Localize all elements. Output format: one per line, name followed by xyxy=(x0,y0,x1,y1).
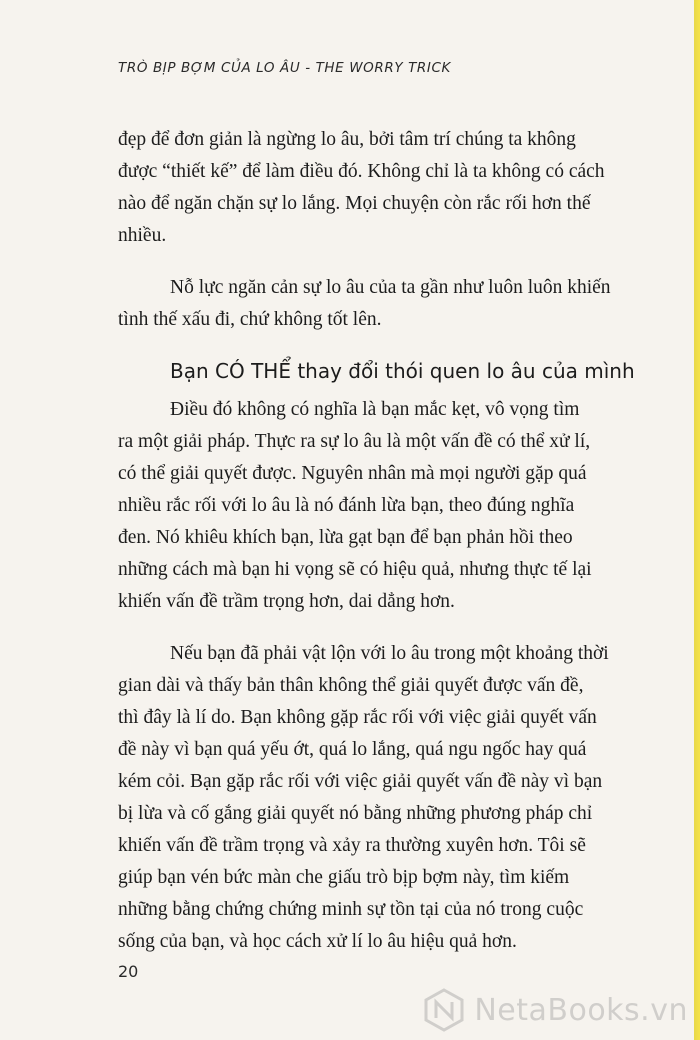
paragraph-4 xyxy=(118,638,656,958)
text-line: khiến vấn đề trầm trọng hơn, dai dẳng hơn. xyxy=(118,591,455,612)
text-line: giúp bạn vén bức màn che giấu trò bịp bợm này, tìm kiếm xyxy=(118,867,570,888)
text-line: ra một giải pháp. Thực ra sự lo âu là một vấn đề có thể xử lí, xyxy=(118,431,591,452)
text-line: nhiều. xyxy=(118,225,167,246)
text-line: Nếu bạn đã phải vật lộn với lo âu trong một khoảng thời xyxy=(170,643,609,664)
body-text xyxy=(118,124,656,958)
page-edge xyxy=(694,0,700,1040)
text-line: được “thiết kế” để làm điều đó. Không chỉ là ta không có cách xyxy=(118,161,605,182)
page-number: 20 xyxy=(118,962,139,981)
paragraph-2 xyxy=(118,272,656,336)
text-line: nhiều rắc rối với lo âu là nó đánh lừa bạn, theo đúng nghĩa xyxy=(118,495,575,516)
text-line: gian dài và thấy bản thân không thể giải quyết được vấn đề, xyxy=(118,675,584,696)
text-line: nào để ngăn chặn sự lo lắng. Mọi chuyện còn rắc rối hơn thế xyxy=(118,193,591,214)
text-line: những cách mà bạn hi vọng sẽ có hiệu quả, nhưng thực tế lại xyxy=(118,559,592,580)
watermark xyxy=(422,988,688,1032)
paragraph-1 xyxy=(118,124,656,252)
text-line: đẹp để đơn giản là ngừng lo âu, bởi tâm trí chúng ta không xyxy=(118,129,576,150)
text-line: những bằng chứng chứng minh sự tồn tại của nó trong cuộc xyxy=(118,899,584,920)
text-line: bị lừa và cố gắng giải quyết nó bằng những phương pháp chỉ xyxy=(118,803,593,824)
netabooks-logo-icon xyxy=(422,988,466,1032)
text-line: Điều đó không có nghĩa là bạn mắc kẹt, vô vọng tìm xyxy=(170,399,580,420)
paragraph-3 xyxy=(118,394,656,618)
text-line: kém cỏi. Bạn gặp rắc rối với việc giải quyết vấn đề này vì bạn xyxy=(118,771,603,792)
running-head: TRÒ BỊP BỢM CỦA LO ÂU - THE WORRY TRICK xyxy=(118,60,451,76)
text-line: đen. Nó khiêu khích bạn, lừa gạt bạn để bạn phản hồi theo xyxy=(118,527,573,548)
text-line: tình thế xấu đi, chứ không tốt lên. xyxy=(118,309,382,330)
text-line: khiến vấn đề trầm trọng và xảy ra thường xuyên hơn. Tôi sẽ xyxy=(118,835,586,856)
section-heading: Bạn CÓ THỂ thay đổi thói quen lo âu của mình xyxy=(170,359,635,383)
text-line: thì đây là lí do. Bạn không gặp rắc rối với việc giải quyết vấn xyxy=(118,707,597,728)
text-line: sống của bạn, và học cách xử lí lo âu hiệu quả hơn. xyxy=(118,931,517,952)
text-line: có thể giải quyết được. Nguyên nhân mà mọi người gặp quá xyxy=(118,463,587,484)
text-line: đề này vì bạn quá yếu ớt, quá lo lắng, quá ngu ngốc hay quá xyxy=(118,739,587,760)
watermark-text: NetaBooks.vn xyxy=(474,992,688,1028)
text-line: Nỗ lực ngăn cản sự lo âu của ta gần như luôn luôn khiến xyxy=(170,277,611,298)
